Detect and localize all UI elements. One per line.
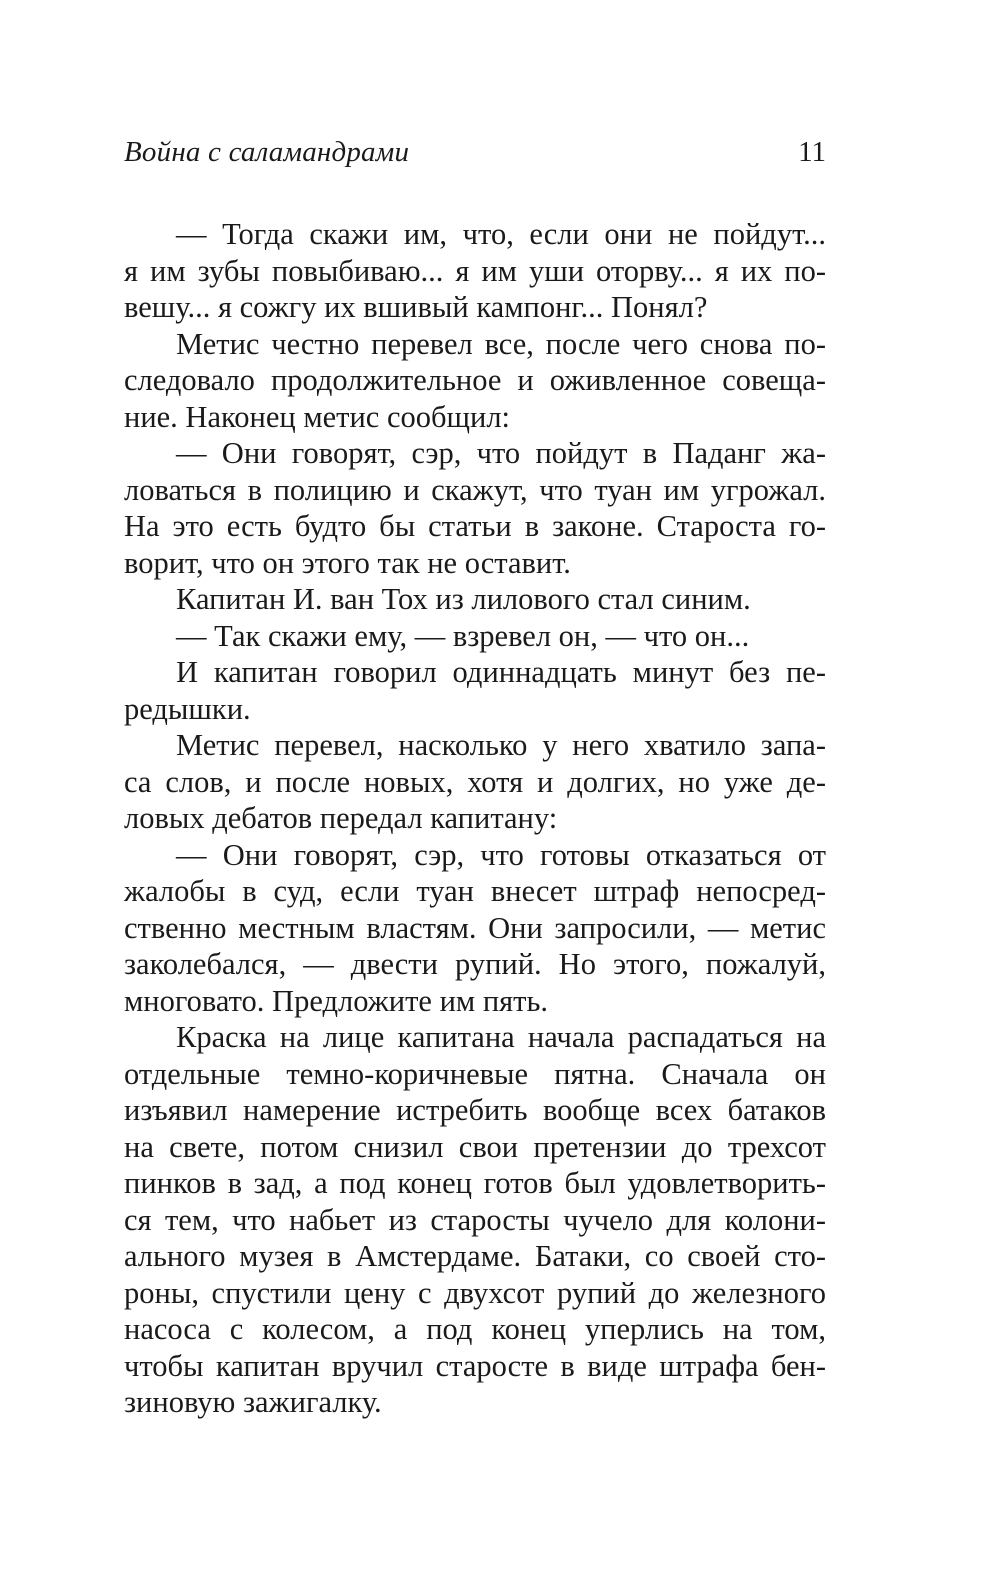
text-line: На это есть будто бы статьи в законе. Староста го-: [124, 509, 826, 543]
text-line: — Они говорят, сэр, что готовы отказаться от: [176, 837, 826, 872]
text-line: ворит, что он этого так не оставит.: [124, 545, 571, 580]
text-line: пинков в зад, а под конец готов был удовлетворить-: [124, 1166, 826, 1200]
text-line: изъявил намерение истребить вообще всех батаков: [124, 1093, 826, 1127]
text-line: ловых дебатов передал капитану:: [124, 801, 558, 835]
text-line: — Тогда скажи им, что, если они не пойдут...: [176, 217, 826, 251]
text-line: ловаться в полицию и скажут, что туан им угрожал.: [124, 472, 826, 507]
text-line: насоса с колесом, а под конец уперлись на том,: [124, 1312, 826, 1346]
text-line: ственно местным властям. Они запросили, — метис: [124, 910, 826, 945]
text-line: отдельные темно-коричневые пятна. Сначала он: [124, 1056, 826, 1091]
body-text: [124, 216, 826, 1421]
text-line: на свете, потом снизил свои претензии до трехсот: [124, 1129, 826, 1164]
text-line: И капитан говорил одиннадцать минут без пе-: [176, 655, 826, 689]
text-line: многовато. Предложите им пять.: [124, 983, 549, 1018]
text-line: Капитан И. ван Тох из лилового стал синим.: [176, 582, 751, 616]
text-line: заколебался, — двести рупий. Но этого, пожалуй,: [124, 947, 826, 981]
text-line: Краска на лице капитана начала распадаться на: [176, 1020, 826, 1054]
text-line: са слов, и после новых, хотя и долгих, но уже де-: [124, 764, 826, 799]
text-line: Метис честно перевел все, после чего снова по-: [176, 326, 826, 361]
text-line: — Они говорят, сэр, что пойдут в Паданг жа-: [176, 436, 826, 470]
text-line: ального музея в Амстердаме. Батаки, со своей сто-: [124, 1239, 826, 1273]
text-line: я им зубы повыбиваю... я им уши оторву... я их по-: [124, 253, 826, 288]
book-title: Война с саламандрами: [124, 136, 410, 168]
text-line: роны, спустили цену с двухсот рупий до железного: [124, 1275, 826, 1310]
text-line: — Так скажи ему, — взревел он, — что он...: [176, 618, 750, 653]
text-line: зиновую зажигалку.: [124, 1385, 382, 1419]
text-line: Метис перевел, насколько у него хватило запа-: [176, 728, 826, 762]
running-head: [124, 132, 826, 172]
text-line: вешу... я сожгу их вшивый кампонг... Понял?: [124, 290, 708, 324]
text-line: редышки.: [124, 691, 251, 726]
text-line: следовало продолжительное и оживленное совеща-: [124, 363, 826, 397]
text-line: ние. Наконец метис сообщил:: [124, 399, 511, 434]
text-line: ся тем, что набьет из старосты чучело для колони-: [124, 1202, 826, 1237]
page-number: 11: [798, 136, 826, 168]
text-line: жалобы в суд, если туан внесет штраф непосред-: [124, 874, 826, 908]
text-line: чтобы капитан вручил старосте в виде штрафа бен-: [124, 1348, 826, 1383]
